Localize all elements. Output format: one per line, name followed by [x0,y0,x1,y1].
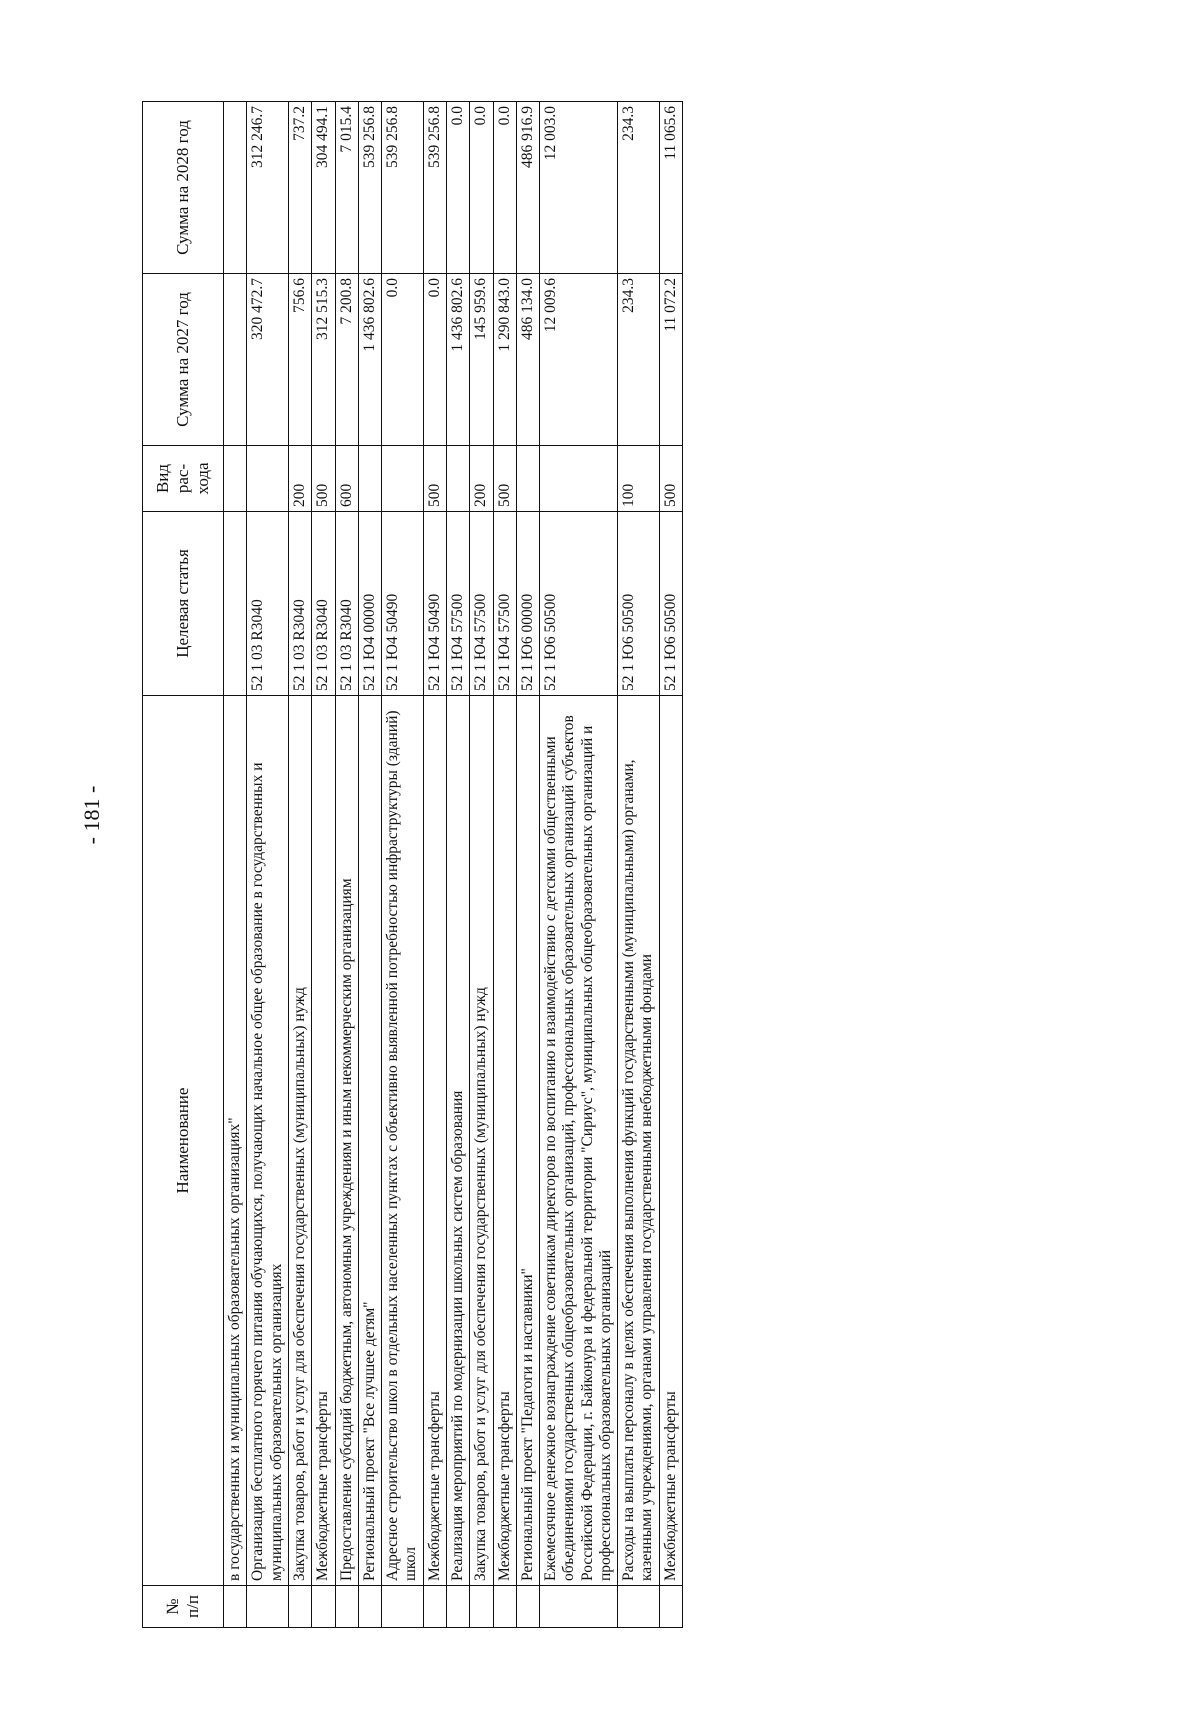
cell-no [423,1586,446,1628]
cell-2027: 11 072.2 [659,274,682,446]
budget-table [142,101,683,1628]
cell-2027: 1 436 802.6 [358,274,381,446]
cell-no [358,1586,381,1628]
cell-code: 52 1 Ю4 57500 [493,512,516,696]
cell-vid [247,446,289,512]
cell-name: Межбюджетные трансферты [423,696,446,1586]
cell-no [224,1586,247,1628]
cell-2028: 234.3 [618,102,660,274]
cell-name: Межбюджетные трансферты [659,696,682,1586]
cell-2028: 539 256.8 [423,102,446,274]
cell-2028: 0.0 [493,102,516,274]
table-row [224,102,247,1628]
cell-vid [358,446,381,512]
cell-2028: 0.0 [470,102,493,274]
cell-code: 52 1 Ю4 50490 [382,512,424,696]
cell-no [382,1586,424,1628]
cell-vid [516,446,539,512]
cell-vid: 500 [423,446,446,512]
cell-2027: 0.0 [382,274,424,446]
cell-name: Региональный проект "Педагоги и наставники" [516,696,539,1586]
cell-name: Предоставление субсидий бюджетным, автономным учреждениям и иным некоммерческим организациям [335,696,358,1586]
table-row [493,102,516,1628]
cell-2028: 737.2 [288,102,311,274]
cell-2027: 312 515.3 [312,274,335,446]
cell-no [659,1586,682,1628]
cell-name: в государственных и муниципальных образовательных организациях" [224,696,247,1586]
cell-no [516,1586,539,1628]
table-row [247,102,289,1628]
table-row [446,102,469,1628]
cell-2028 [224,102,247,274]
cell-no [335,1586,358,1628]
cell-no [312,1586,335,1628]
table-row [288,102,311,1628]
cell-name: Закупка товаров, работ и услуг для обеспечения государственных (муниципальных) нужд [288,696,311,1586]
table-row [659,102,682,1628]
cell-name: Организация бесплатного горячего питания обучающихся, получающих начальное общее образование в государственных и муниципальных образовательных организациях [247,696,289,1586]
cell-2028: 539 256.8 [358,102,381,274]
cell-2027 [224,274,247,446]
cell-2028: 7 015.4 [335,102,358,274]
table-row [335,102,358,1628]
table-row [540,102,618,1628]
cell-code: 52 1 Ю4 00000 [358,512,381,696]
cell-2027: 756.6 [288,274,311,446]
cell-2027: 7 200.8 [335,274,358,446]
cell-2027: 0.0 [423,274,446,446]
cell-vid: 200 [470,446,493,512]
cell-no [493,1586,516,1628]
cell-vid: 600 [335,446,358,512]
cell-code: 52 1 03 R3040 [312,512,335,696]
cell-code: 52 1 Ю6 50500 [659,512,682,696]
cell-name: Межбюджетные трансферты [312,696,335,1586]
cell-2027: 1 436 802.6 [446,274,469,446]
cell-2028: 304 494.1 [312,102,335,274]
cell-code: 52 1 03 R3040 [335,512,358,696]
cell-code: 52 1 03 R3040 [288,512,311,696]
header-name: Наименование [143,696,224,1586]
cell-no [470,1586,493,1628]
cell-code: 52 1 Ю6 50500 [540,512,618,696]
cell-vid: 200 [288,446,311,512]
cell-2027: 234.3 [618,274,660,446]
cell-2028: 11 065.6 [659,102,682,274]
table-row [423,102,446,1628]
table-row [382,102,424,1628]
cell-2028: 312 246.7 [247,102,289,274]
cell-2028: 539 256.8 [382,102,424,274]
cell-2028: 0.0 [446,102,469,274]
cell-name: Адресное строительство школ в отдельных населенных пунктах с объективно выявленной потребностью инфраструктуры (зданий) школ [382,696,424,1586]
cell-code: 52 1 03 R3040 [247,512,289,696]
cell-code: 52 1 Ю4 57500 [446,512,469,696]
cell-name: Ежемесячное денежное вознаграждение советникам директоров по воспитанию и взаимодействию с детскими общественными объединениями государственных общеобразовательных организаций, профессиональных образовательных организаций субъектов Российской Федерации, г. Байконура и федеральной территории "Сириус", муниципальных общеобразовательных организаций и профессиональных образовательных организаций [540,696,618,1586]
header-2028: Сумма на 2028 год [143,102,224,274]
cell-vid [540,446,618,512]
cell-vid: 500 [312,446,335,512]
cell-vid: 500 [659,446,682,512]
header-no: № п/п [143,1586,224,1628]
cell-2027: 145 959.6 [470,274,493,446]
header-code: Целевая статья [143,512,224,696]
header-vid: Вид рас- хода [143,446,224,512]
cell-code: 52 1 Ю6 00000 [516,512,539,696]
cell-no [288,1586,311,1628]
table-row [618,102,660,1628]
table-row [312,102,335,1628]
cell-name: Расходы на выплаты персоналу в целях обеспечения выполнения функций государственными (муниципальными) органами, казенными учреждениями, органами управления государственными внебюджетными фондами [618,696,660,1586]
header-2027: Сумма на 2027 год [143,274,224,446]
cell-no [540,1586,618,1628]
cell-vid [224,446,247,512]
cell-code: 52 1 Ю4 50490 [423,512,446,696]
cell-code: 52 1 Ю4 57500 [470,512,493,696]
cell-vid [382,446,424,512]
cell-no [446,1586,469,1628]
table-row [470,102,493,1628]
cell-name: Закупка товаров, работ и услуг для обеспечения государственных (муниципальных) нужд [470,696,493,1586]
cell-2027: 1 290 843.0 [493,274,516,446]
cell-code: 52 1 Ю6 50500 [618,512,660,696]
cell-vid [446,446,469,512]
cell-vid: 500 [493,446,516,512]
cell-name: Реализация мероприятий по модернизации школьных систем образования [446,696,469,1586]
cell-no [247,1586,289,1628]
table-body [224,102,683,1628]
cell-2027: 486 134.0 [516,274,539,446]
rotated-table-wrapper [142,102,1070,1628]
table-row [358,102,381,1628]
cell-vid: 100 [618,446,660,512]
cell-2028: 12 003.0 [540,102,618,274]
cell-2027: 12 009.6 [540,274,618,446]
page-number: - 181 - [79,785,104,845]
header-row [143,102,224,1628]
cell-no [618,1586,660,1628]
cell-name: Межбюджетные трансферты [493,696,516,1586]
cell-2027: 320 472.7 [247,274,289,446]
cell-2028: 486 916.9 [516,102,539,274]
cell-name: Региональный проект "Все лучшее детям" [358,696,381,1586]
cell-code [224,512,247,696]
table-row [516,102,539,1628]
